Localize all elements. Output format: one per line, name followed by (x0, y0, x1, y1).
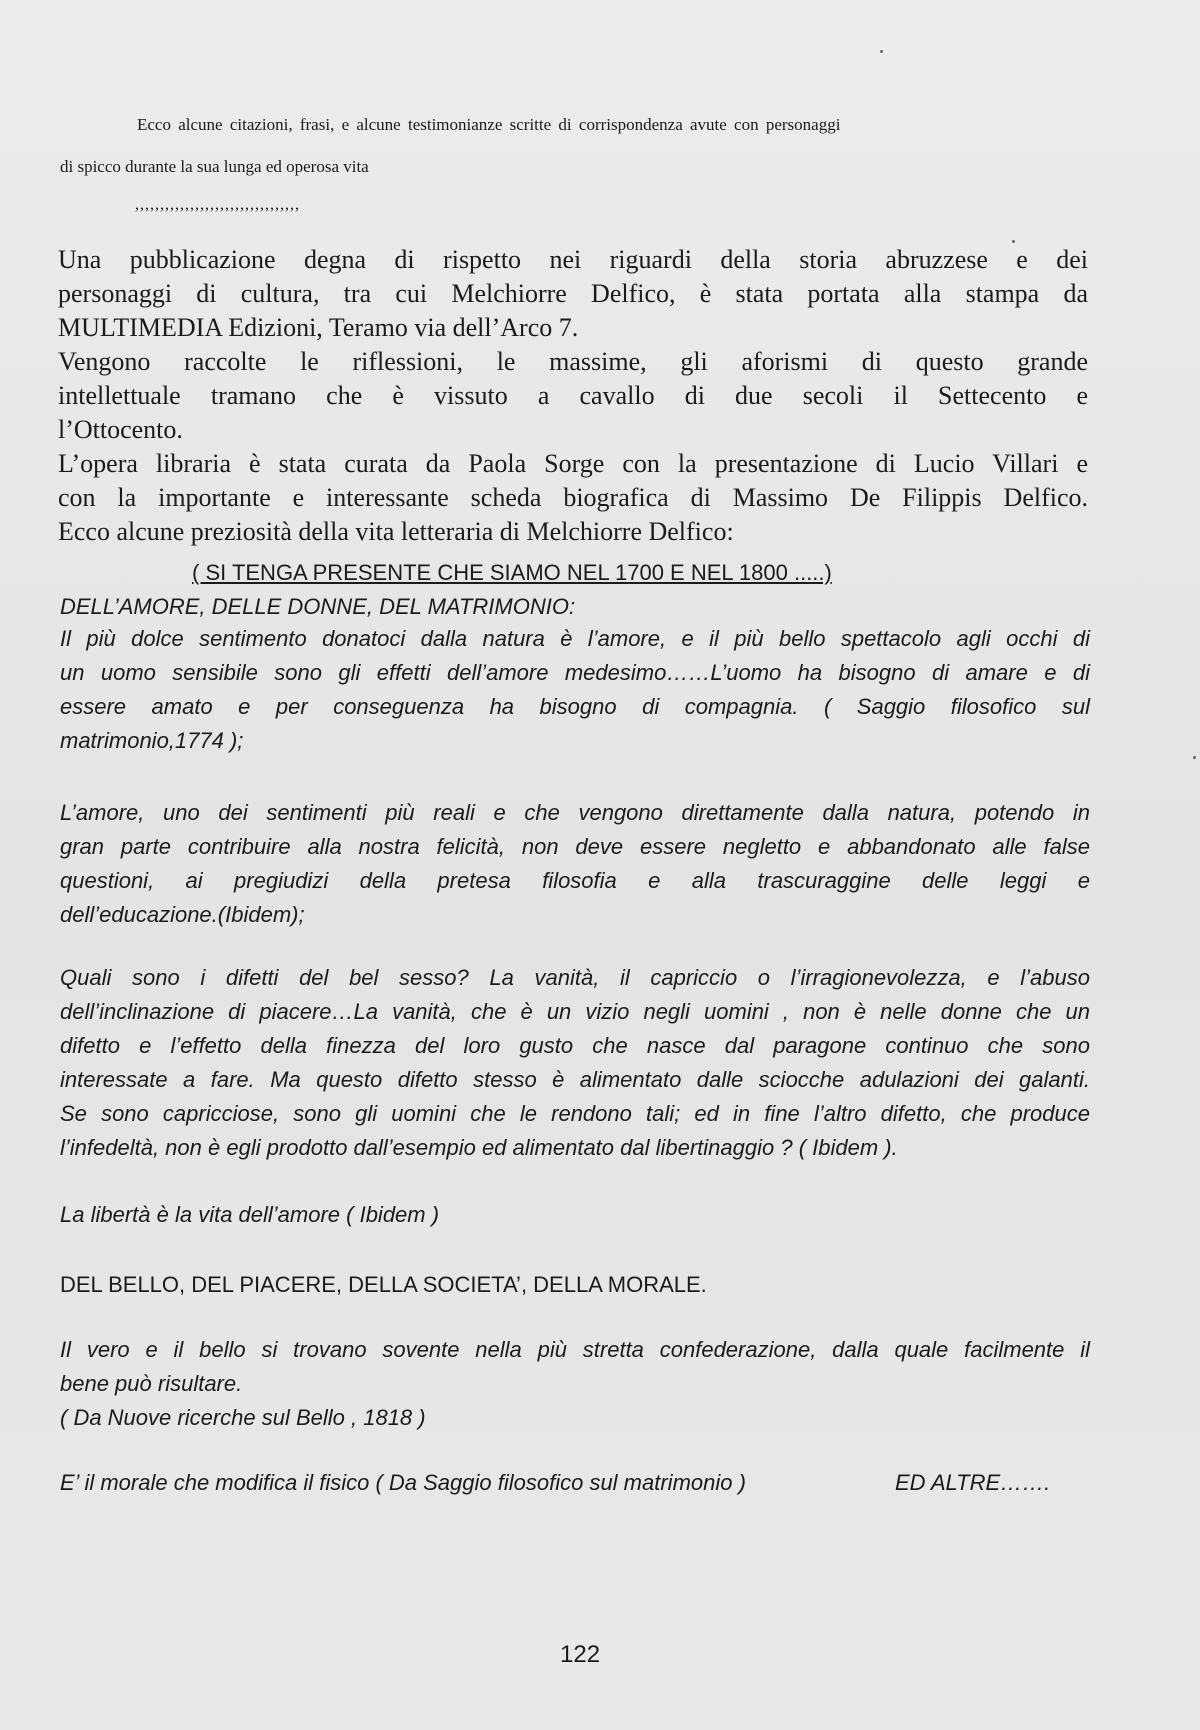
quote-line: Quali sono i difetti del bel sesso? La vanità, il capriccio o l’irragionevolezza, e l’abuso (60, 965, 1090, 990)
separator-dots: ,,,,,,,,,,,,,,,,,,,,,,,,,,,,,,,,, (135, 196, 300, 213)
quote-line: Se sono capricciose, sono gli uomini che le rendono tali; ed in fine l’altro difetto, che produce (60, 1101, 1090, 1126)
quote-line: questioni, ai pregiudizi della pretesa filosofia e alla trascuraggine delle leggi e (60, 868, 1090, 893)
quote-line: gran parte contribuire alla nostra felicità, non deve essere negletto e abbandonato alle false (60, 834, 1090, 859)
quote-line: Il più dolce sentimento donatoci dalla natura è l’amore, e il più bello spettacolo agli occhi di (60, 626, 1090, 651)
quote-line: dell’inclinazione di piacere…La vanità, che è un vizio negli uomini , non è nelle donne che un (60, 999, 1090, 1024)
quote-block (60, 1333, 1090, 1435)
period-notice: ( SI TENGA PRESENTE CHE SIAMO NEL 1700 E NEL 1800 .....) (192, 560, 832, 585)
quote-block (60, 1466, 1090, 1500)
intro-line: Ecco alcune citazioni, frasi, e alcune testimonianze scritte di corrispondenza avute con personaggi (137, 115, 841, 134)
quote-block (60, 961, 1090, 1165)
quote-line: ( Da Nuove ricerche sul Bello , 1818 ) (60, 1405, 426, 1430)
quote-line: l’infedeltà, non è egli prodotto dall’esempio ed alimentato dal libertinaggio ? ( Ibidem ). (60, 1135, 898, 1160)
paragraph-line: Ecco alcune preziosità della vita letteraria di Melchiorre Delfico: (58, 517, 734, 546)
intro-line: di spicco durante la sua lunga ed operosa vita (60, 157, 369, 176)
quote-line: interessate a fare. Ma questo difetto stesso è alimentato dalle sciocche adulazioni dei galanti. (60, 1067, 1090, 1092)
paragraph-line: Una pubblicazione degna di rispetto nei riguardi della storia abruzzese e dei (58, 245, 1088, 274)
quote-line: bene può risultare. (60, 1371, 243, 1396)
quote-line: essere amato e per conseguenza ha bisogno di compagnia. ( Saggio filosofico sul (60, 694, 1090, 719)
paragraph-line: l’Ottocento. (58, 415, 183, 444)
paragraph-line: L’opera libraria è stata curata da Paola Sorge con la presentazione di Lucio Villari e (58, 449, 1088, 478)
quote-line: dell’educazione.(Ibidem); (60, 902, 305, 927)
quote-line: Il vero e il bello si trovano sovente nella più stretta confederazione, dalla quale facilmente il (60, 1337, 1090, 1362)
quote-line: L’amore, uno dei sentimenti più reali e che vengono direttamente dalla natura, potendo in (60, 800, 1090, 825)
paragraph-line: con la importante e interessante scheda biografica di Massimo De Filippis Delfico. (58, 483, 1088, 512)
quote-line: La libertà è la vita dell’amore ( Ibidem ) (60, 1202, 440, 1227)
quote-line: un uomo sensibile sono gli effetti dell’amore medesimo……L’uomo ha bisogno di amare e di (60, 660, 1090, 685)
quote-block (60, 796, 1090, 932)
scan-speck (1193, 756, 1196, 759)
paragraph-line: intellettuale tramano che è vissuto a cavallo di due secoli il Settecento e (58, 381, 1088, 410)
main-text (58, 243, 1088, 549)
section-title-amore: DELL’AMORE, DELLE DONNE, DEL MATRIMONIO: (60, 594, 576, 619)
quote-block (60, 1198, 1090, 1232)
scan-speck (1012, 240, 1015, 243)
page-number: 122 (560, 1641, 601, 1668)
paragraph-line: personaggi di cultura, tra cui Melchiorre Delfico, è stata portata alla stampa da (58, 279, 1088, 308)
scan-speck (880, 50, 883, 53)
quote-block (60, 622, 1090, 758)
section-title-bello: DEL BELLO, DEL PIACERE, DELLA SOCIETA’, DELLA MORALE. (60, 1272, 707, 1297)
continuation-note: ED ALTRE……. (895, 1470, 1051, 1495)
quote-line: difetto e l’effetto della finezza del loro gusto che nasce dal paragone continuo che sono (60, 1033, 1090, 1058)
intro-paragraph (60, 104, 1095, 188)
quote-line: matrimonio,1774 ); (60, 728, 244, 753)
paragraph-line: Vengono raccolte le riflessioni, le massime, gli aforismi di questo grande (58, 347, 1088, 376)
quote-line: E’ il morale che modifica il fisico ( Da Saggio filosofico sul matrimonio ) (60, 1470, 746, 1495)
paragraph-line: MULTIMEDIA Edizioni, Teramo via dell’Arco 7. (58, 313, 579, 342)
